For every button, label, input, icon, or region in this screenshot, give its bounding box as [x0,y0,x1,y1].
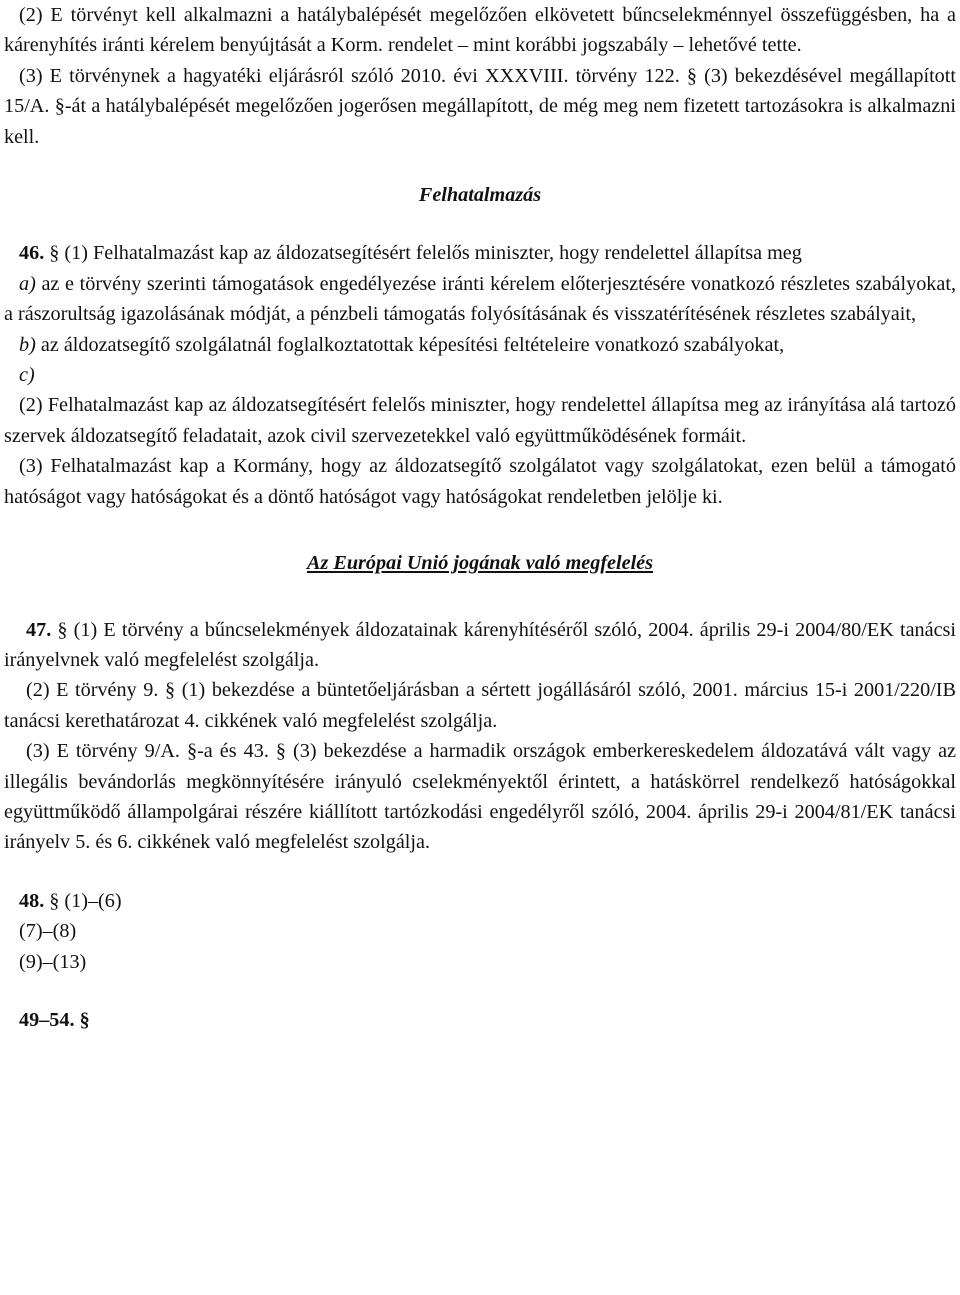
section-47-paragraph-2: (2) E törvény 9. § (1) bekezdése a büntetőeljárásban a sértett jogállásáról szóló, 2001. március 15-i 2001/220/IB tanácsi kerethatározat 4. cikkének való megfelelést szolgálja. [4,679,956,732]
list-item-c [4,360,956,390]
list-marker: a) [19,272,36,295]
section-number: 46. [19,242,45,265]
list-marker: b) [19,333,36,356]
list-marker: c) [19,364,35,387]
section-46-paragraph-3: (3) Felhatalmazást kap a Kormány, hogy az áldozatsegítő szolgálatot vagy szolgálatokat, ezen belül a támogató hatóságot vagy hatóságokat és a döntő hatóságot vagy hatóságokat rendeletben jelölje ki. [4,455,956,508]
paragraph: (2) E törvényt kell alkalmazni a hatálybalépését megelőzően elkövetett bűncselekménnyel összefüggésben, ha a kárenyhítés iránti kérelem benyújtását a Korm. rendelet – mint korábbi jogszabály – lehetővé tette. [4,4,956,57]
section-46-paragraph-1: 46. § (1) Felhatalmazást kap az áldozatsegítésért felelős miniszter, hogy rendelettel állapítsa meg [19,242,802,265]
section-48-line-3: (9)–(13) [19,950,87,973]
section-47-paragraph-3: (3) E törvény 9/A. §-a és 43. § (3) bekezdése a harmadik országok emberkereskedelem áldozatává vált vagy az illegális bevándorlás megkönnyítésére irányuló cselekményektől érintett, a hatáskörrel rendelkező hatóságokkal együttműködő állampolgárai részére kiállított tartózkodási engedélyről szóló, 2004. április 29-i 2004/81/EK tanácsi irányelv 5. és 6. cikkének való megfelelést szolgálja. [4,740,956,854]
section-heading: Az Európai Unió jogának való megfelelés [307,552,653,575]
section-48-line-1: 48. § (1)–(6) [19,889,122,912]
document-page [4,0,956,1035]
section-number: 47. [26,618,52,641]
section-47-paragraph-1: 47. § (1) E törvény a bűncselekmények áldozatainak kárenyhítéséről szóló, 2004. április 29-i 2004/80/EK tanácsi irányelvnek való megfelelést szolgálja. [4,618,957,671]
section-heading: Felhatalmazás [418,184,542,207]
section-48-line-2: (7)–(8) [19,920,77,943]
section-46-paragraph-2: (2) Felhatalmazást kap az áldozatsegítésért felelős miniszter, hogy rendelettel állapítsa meg az irányítása alá tartozó szervek áldozatsegítő feladatait, azok civil szervezetekkel való együttműködésének formáit. [4,394,956,447]
list-item-b: b) az áldozatsegítő szolgálatnál foglalkoztatottak képesítési feltételeire vonatkozó szabályokat, [19,333,785,356]
section-number: 49–54. [19,1008,75,1031]
list-item-a: a) az e törvény szerinti támogatások engedélyezése iránti kérelem előterjesztésére vonatkozó részletes szabályokat, a rászorultság igazolásának módját, a pénzbeli támogatás folyósításának és visszatérítésének részletes szabályait, [4,272,956,326]
paragraph: (3) E törvénynek a hagyatéki eljárásról szóló 2010. évi XXXVIII. törvény 122. § (3) bekezdésével megállapított 15/A. §-át a hatálybalépését megelőzően jogerősen megállapított, de még meg nem fizetett tartozásokra is alkalmazni kell. [4,64,956,148]
section-number: 48. [19,889,45,912]
section-49-54: 49–54. § [19,1008,90,1031]
